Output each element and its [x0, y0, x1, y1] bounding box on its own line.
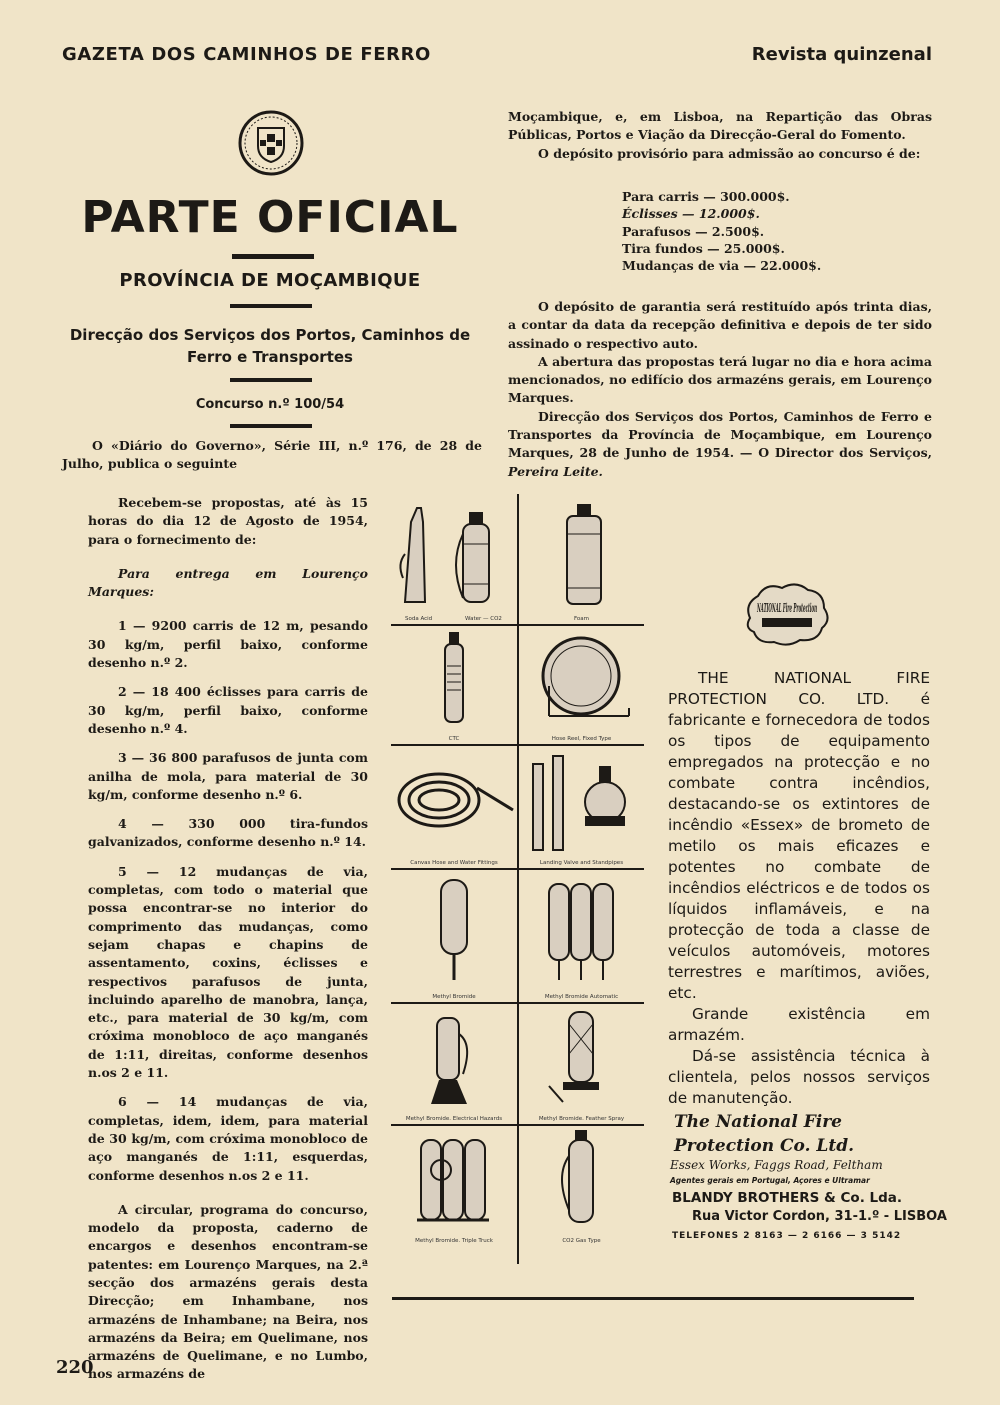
- concurso-heading: Concurso n.º 100/54: [195, 397, 345, 412]
- advert-service: Dá-se assistência técnica à clientela, pelos nossos serviços de manutenção.: [668, 1047, 930, 1107]
- hose-reel-icon: [519, 626, 644, 732]
- province-rule: [230, 304, 312, 308]
- illustration-methyl-bromide-automatic: [519, 870, 644, 1002]
- direction-heading: Direcção dos Serviços dos Portos, Caminhos de Ferro e Transportes: [69, 326, 471, 366]
- co2-gas-extinguisher-icon: [519, 1126, 644, 1234]
- advert-agent-name: BLANDY BROTHERS & Co. Lda.: [672, 1190, 903, 1206]
- list-item: 4 — 330 000 tira-fundos galvanizados, conforme desenho n.º 14.: [88, 816, 368, 850]
- notice-opening: Recebem-se propostas, até às 15 horas do dia 12 de Agosto de 1954, para o fornecimento de:: [88, 495, 368, 547]
- illustration-landing-valve: [519, 746, 644, 868]
- illustration-hose-reel: [519, 626, 644, 744]
- signature-line: Direcção dos Serviços dos Portos, Caminhos de Ferro e Transportes da Província de Moçambique, em Lourenço Marques, 28 de Junho de 1954. — O Director dos Serviços,: [508, 408, 932, 461]
- ctc-extinguisher-icon: [391, 626, 517, 732]
- caption-ctc: CTC: [448, 736, 460, 742]
- direction-rule: [230, 378, 312, 382]
- illustration-methyl-bromide-feather: [519, 1004, 644, 1124]
- caption-methyl-bromide: Methyl Bromide: [432, 994, 476, 1000]
- page-number: 220: [56, 1357, 94, 1378]
- signature-text: [508, 408, 932, 481]
- deposit-tirafundos: Tira fundos — 25.000$.: [622, 240, 785, 256]
- deposit-list: [622, 188, 821, 274]
- list-item: 3 — 36 800 parafusos de junta com anilha de mola, para material de 30 kg/m, conforme desenho n.º 6.: [88, 750, 368, 802]
- journal-subtitle: Revista quinzenal: [751, 44, 932, 65]
- bottom-rule: [392, 1297, 914, 1300]
- landing-valve-icon: [519, 746, 644, 856]
- illustration-canvas-hose: [391, 746, 517, 868]
- guarantee-text: O depósito de garantia será restituído após trinta dias, a contar da data da recepção definitiva e depois de ter sido assinado o respectivo auto.: [508, 299, 932, 351]
- notice-continuation-block: [508, 108, 932, 163]
- caption-hose-reel: Hose Reel, Fixed Type: [551, 736, 612, 742]
- title-rule: [232, 254, 314, 259]
- caption-water-co2: Water — CO2: [465, 616, 502, 622]
- illustration-ctc: [391, 626, 517, 744]
- notice-column: [88, 494, 368, 1384]
- signer-name: Pereira Leite.: [508, 463, 603, 479]
- caption-methyl-bromide-electrical: Methyl Bromide. Electrical Hazards: [405, 1116, 503, 1122]
- caption-landing-valve: Landing Valve and Standpipes: [539, 860, 624, 866]
- delivery-heading: Para entrega em Lourenço Marques:: [88, 565, 368, 600]
- canvas-hose-icon: [391, 746, 517, 856]
- advert-phones: TELEFONES 2 8163 — 2 6166 — 3 5142: [672, 1231, 902, 1241]
- advert-agent-address: Rua Victor Cordon, 31-1.º - LISBOA: [692, 1209, 947, 1224]
- caption-co2-gas: CO2 Gas Type: [562, 1238, 601, 1244]
- circular-text: A circular, programa do concurso, modelo da proposta, caderno de encargos e desenhos encontram-se patentes: em Lourenço Marques, na 2.ª secção dos armazéns gerais desta Direcção; em Inhambane, nos armazéns de Inhambane; na Beira, nos armazéns da Beira; em Quelimane, nos armazéns de Quelimane, e no Lumbo, nos armazéns de: [88, 1201, 368, 1382]
- list-item: 2 — 18 400 éclisses para carris de 30 kg/m, perfil baixo, conforme desenho n.º 4.: [88, 684, 368, 736]
- illustration-methyl-bromide-electrical: [391, 1004, 517, 1124]
- caption-methyl-bromide-feather: Methyl Bromide. Feather Spray: [538, 1116, 625, 1122]
- deposit-carris: Para carris — 300.000$.: [622, 189, 790, 204]
- deposit-intro: O depósito provisório para admissão ao concurso é de:: [538, 145, 921, 161]
- methyl-bromide-icon: [391, 870, 517, 990]
- journal-title: GAZETA DOS CAMINHOS DE FERRO: [62, 44, 431, 65]
- caption-canvas-hose: Canvas Hose and Water Fittings: [410, 860, 498, 866]
- deposit-eclisses: Éclisses — 12.000$.: [622, 206, 760, 222]
- advert-agents: Agentes gerais em Portugal, Açores e Ultramar: [670, 1176, 870, 1185]
- illustration-soda-acid-water: [391, 494, 517, 624]
- national-fire-protection-logo: [742, 584, 832, 648]
- deposit-parafusos: Parafusos — 2.500$.: [622, 223, 765, 239]
- caption-soda-acid: Soda Acid: [405, 616, 433, 622]
- soda-acid-extinguisher-icon: [391, 494, 517, 612]
- notice-closing-block: [508, 298, 932, 481]
- province-heading: PROVÍNCIA DE MOÇAMBIQUE: [119, 270, 421, 291]
- methyl-bromide-automatic-icon: [519, 870, 644, 990]
- advert-address: Essex Works, Faggs Road, Feltham: [670, 1158, 883, 1172]
- extinguisher-illustration-grid: [391, 494, 644, 1264]
- illustration-foam: [519, 494, 644, 624]
- illustration-co2-gas: [519, 1126, 644, 1246]
- illustration-methyl-bromide-triple: [391, 1126, 517, 1246]
- list-item: 5 — 12 mudanças de via, completas, com todo o material que possa encontrar-se no interior do comprimento das mudanças, como sejam chapas e chapins de assentamento, coxins, éclisses e respectivos parafusos de junta, incluindo aparelho de manobra, lança, etc., para material de 30 kg/m, com cróxima monobloco de aço manganés de 1:11, direitas, conforme desenhos n.os 2 e 11.: [88, 863, 368, 1081]
- caption-methyl-bromide-triple: Methyl Bromide. Triple Truck: [415, 1238, 493, 1244]
- coat-of-arms-icon: [238, 110, 304, 176]
- advert-company: The National Fire Protection Co. Ltd.: [674, 1112, 855, 1156]
- concurso-rule: [230, 424, 312, 428]
- methyl-bromide-triple-icon: [391, 1126, 517, 1234]
- advert-stock: Grande existência em armazém.: [668, 1005, 930, 1044]
- illustration-methyl-bromide: [391, 870, 517, 1002]
- list-item: 6 — 14 mudanças de via, completas, idem, idem, para material de 30 kg/m, com cróxima monobloco de aço manganés de 1:11, esquerdas, conforme desenhos n.os 2 e 11.: [88, 1094, 368, 1183]
- advert-description: THE NATIONAL FIRE PROTECTION CO. LTD. é fabricante e fornecedora de todos os tipos de equipamento empregados na protecção e no combate contra incêndios, destacando-se os extintores de incêndio «Essex» de brometo de metilo os mais eficazes e potentes no combate de incêndios eléctricos e de todos os líquidos inflamáveis, e na protecção de toda a classe de veículos automóveis, motores terrestres e marítimos, aviões, etc.: [668, 669, 930, 1002]
- intro-block: [62, 437, 482, 474]
- opening-bids-text: A abertura das propostas terá lugar no dia e hora acima mencionados, no edifício dos armazéns gerais, em Lourenço Marques.: [508, 353, 932, 406]
- methyl-bromide-electrical-icon: [391, 1004, 517, 1112]
- advert-body: [668, 668, 930, 1109]
- section-title: PARTE OFICIAL: [81, 192, 459, 243]
- caption-foam: Foam: [573, 616, 590, 622]
- methyl-bromide-feather-icon: [519, 1004, 644, 1112]
- caption-methyl-bromide-automatic: Methyl Bromide Automatic: [544, 994, 619, 1000]
- list-item: 1 — 9200 carris de 12 m, pesando 30 kg/m, perfil baixo, conforme desenho n.º 2.: [88, 618, 368, 671]
- foam-extinguisher-icon: [519, 494, 644, 612]
- intro-text: O «Diário do Governo», Série III, n.º 176, de 28 de Julho, publica o seguinte: [62, 438, 482, 472]
- continuation-text: Moçambique, e, em Lisboa, na Repartição das Obras Públicas, Portos e Viação da Direcção-Geral do Fomento.: [508, 109, 932, 143]
- logo-name: NATIONAL Fire Protection: [756, 601, 817, 615]
- deposit-mudancas: Mudanças de via — 22.000$.: [622, 258, 822, 274]
